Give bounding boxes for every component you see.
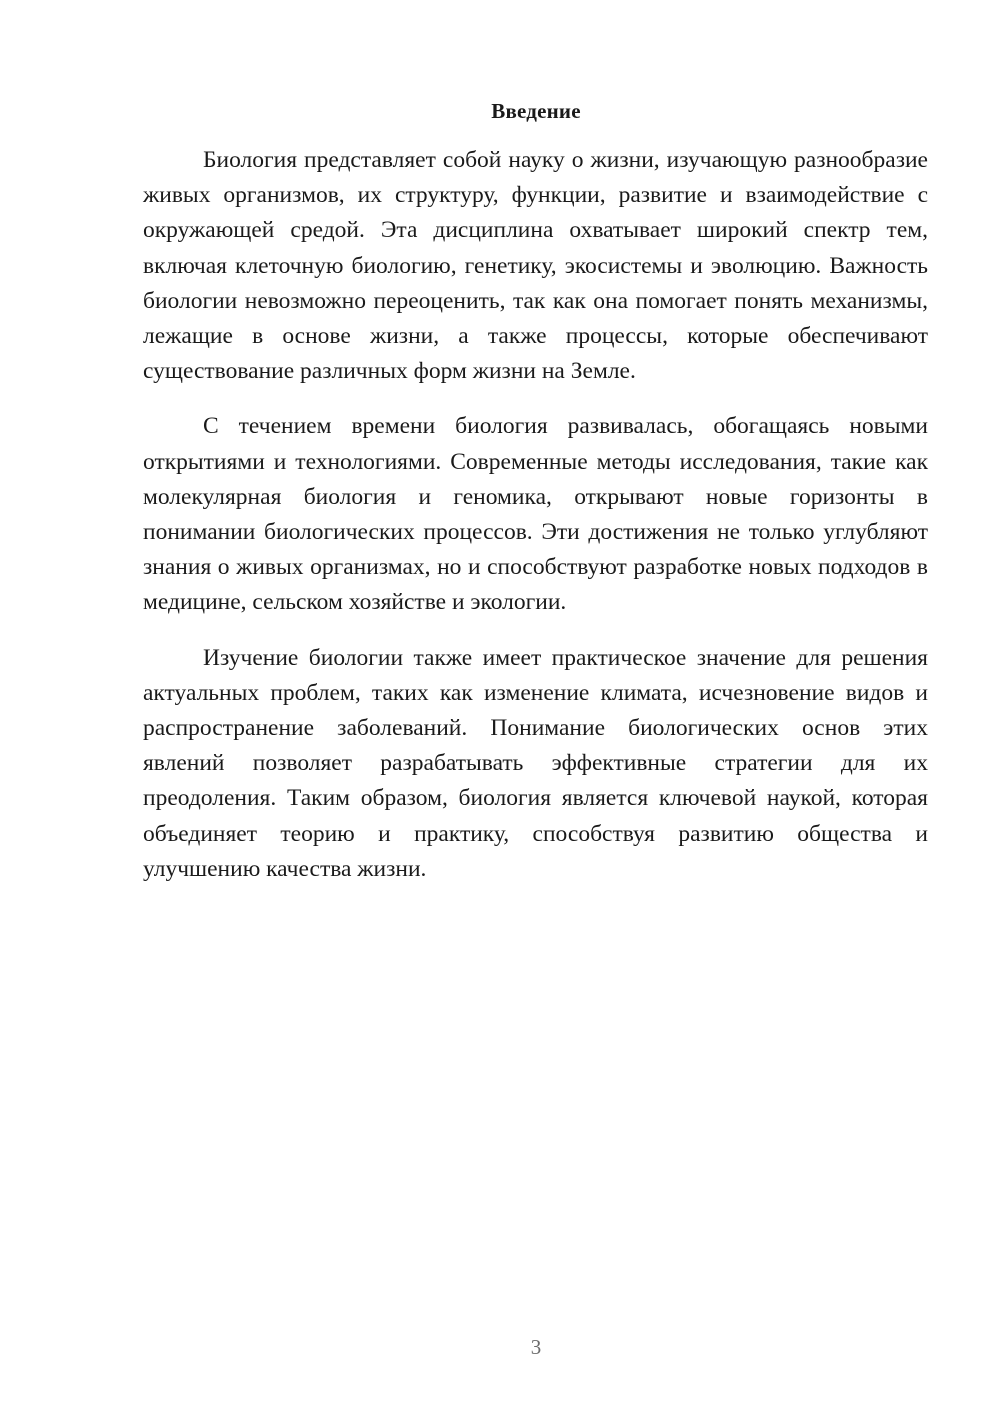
- body-text: [143, 143, 928, 887]
- paragraph-1: Биология представляет собой науку о жизни, изучающую разнообразие живых организмов, их структуру, функции, развитие и взаимодействие с окружающей средой. Эта дисциплина охватывает широкий спектр тем, включая клеточную биологию, генетику, экосистемы и эволюцию. Важность биологии невозможно переоценить, так как она помогает понять механизмы, лежащие в основе жизни, а также процессы, которые обеспечивают существование различных форм жизни на Земле.: [143, 147, 928, 385]
- paragraph-2: С течением времени биология развивалась, обогащаясь новыми открытиями и технологиями. Современные методы исследования, такие как молекулярная биология и геномика, открывают новые горизонты в понимании биологических процессов. Эти достижения не только углубляют знания о живых организмах, но и способствуют разработке новых подходов в медицине, сельском хозяйстве и экологии.: [143, 413, 928, 616]
- paragraph-3: Изучение биологии также имеет практическое значение для решения актуальных проблем, таких как изменение климата, исчезновение видов и распространение заболеваний. Понимание биологических основ этих явлений позволяет разрабатывать эффективные стратегии для их преодоления. Таким образом, биология является ключевой наукой, которая объединяет теорию и практику, способствуя развитию общества и улучшению качества жизни.: [143, 644, 928, 882]
- section-title: Введение: [491, 99, 581, 123]
- page-number: 3: [530, 1335, 542, 1359]
